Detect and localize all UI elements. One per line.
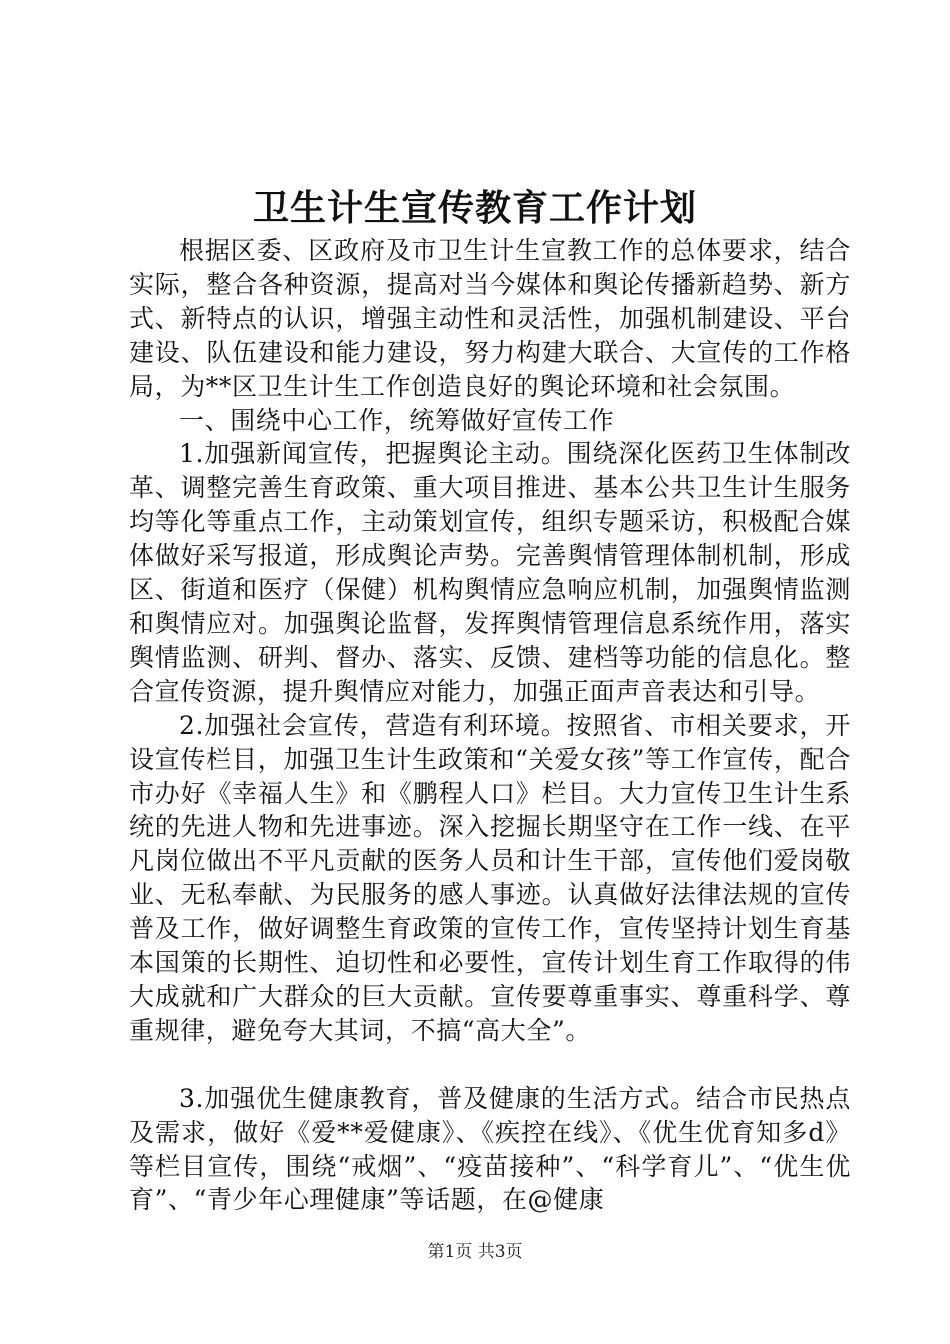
paragraph-item-1: 1.加强新闻宣传，把握舆论主动。围绕深化医药卫生体制改革、调整完善生育政策、重大项目推进、基本公共卫生计生服务均等化等重点工作，主动策划宣传，组织专题采访，积极配合媒体做好采写报道，形成舆论声势。完善舆情管理体制机制，形成区、街道和医疗（保健）机构舆情应急响应机制，加强舆情监测和舆情应对。加强舆论监督，发挥舆情管理信息系统作用，落实舆情监测、研判、督办、落实、反馈、建档等功能的信息化。整合宣传资源，提升舆情应对能力，加强正面声音表达和引导。	[129, 439, 851, 706]
intro-paragraph: 根据区委、区政府及市卫生计生宣教工作的总体要求，结合实际，整合各种资源，提高对当今媒体和舆论传播新趋势、新方式、新特点的认识，增强主动性和灵活性，加强机制建设、平台建设、队伍建设和能力建设，努力构建大联合、大宣传的工作格局，为**区卫生计生工作创造良好的舆论环境和社会氛围。	[129, 236, 851, 401]
section-heading: 一、围绕中心工作，统筹做好宣传工作	[179, 405, 615, 435]
page-footer: 第1页 共3页	[427, 1242, 523, 1262]
paragraph-item-2: 2.加强社会宣传，营造有利环境。按照省、市相关要求，开设宣传栏目，加强卫生计生政策和“关爱女孩”等工作宣传，配合市办好《幸福人生》和《鹏程人口》栏目。大力宣传卫生计生系统的先进人物和先进事迹。深入挖掘长期坚守在工作一线、在平凡岗位做出不平凡贡献的医务人员和计生干部，宣传他们爱岗敬业、无私奉献、为民服务的感人事迹。认真做好法律法规的宣传普及工作，做好调整生育政策的宣传工作，宣传坚持计划生育基本国策的长期性、迫切性和必要性，宣传计划生育工作取得的伟大成就和广大群众的巨大贡献。宣传要尊重事实、尊重科学、尊重规律，避免夸大其词，不搞“高大全”。	[129, 710, 851, 1045]
paragraph-item-3: 3.加强优生健康教育，普及健康的生活方式。结合市民热点及需求，做好《爱**爱健康》、《疾控在线》、《优生优育知多d》等栏目宣传，围绕“戒烟”、“疫苗接种”、“科学育儿”、“优生优育”、“青少年心理健康”等话题，在@健康	[129, 1083, 851, 1215]
document-body	[129, 234, 851, 1217]
document-title: 卫生计生宣传教育工作计划	[252, 187, 697, 229]
